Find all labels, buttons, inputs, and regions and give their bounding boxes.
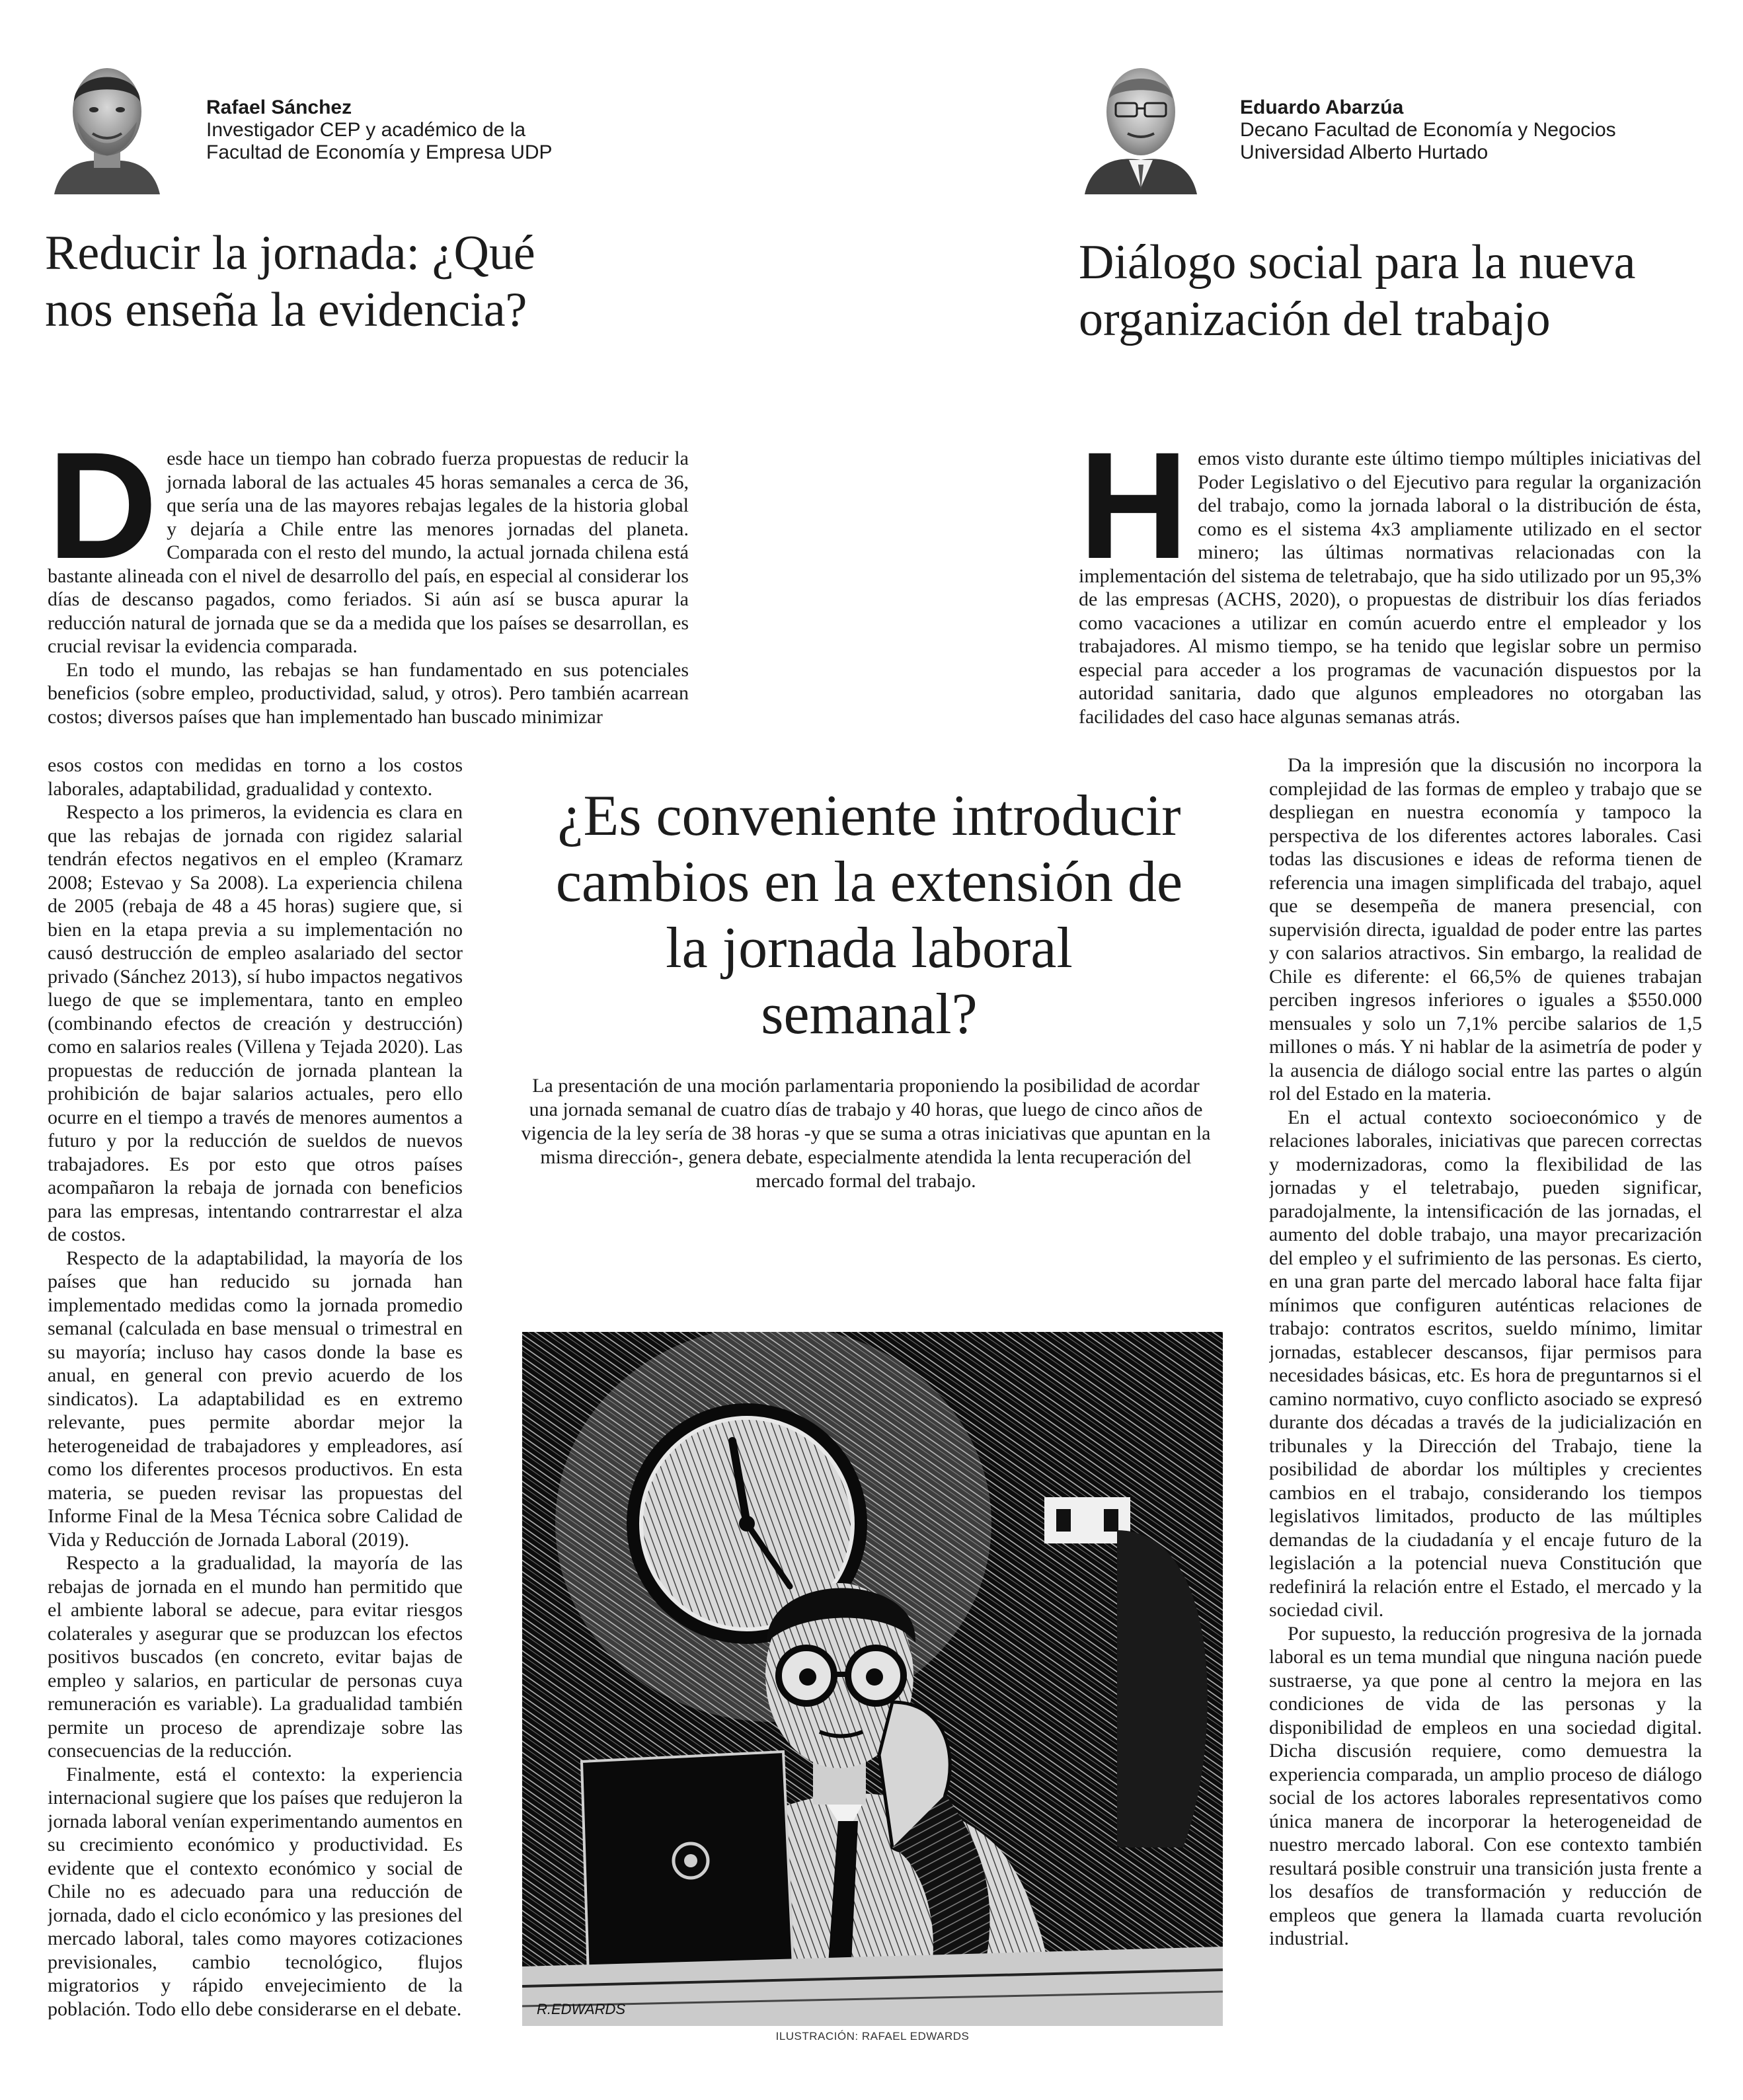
author-info <box>206 97 553 164</box>
drop-cap: D <box>48 447 158 590</box>
question-line: semanal? <box>761 982 978 1046</box>
author-portrait-rafael-sanchez <box>48 49 167 194</box>
drop-cap: H <box>1079 447 1189 590</box>
right-author-block <box>1081 49 1616 194</box>
paragraph: Da la impresión que la discusión no incorpora la complejidad de las formas de empleo y trabajo que se despliegan en nuestra economía y tampoco la perspectiva de los diferentes actores laborales. Casi todas las discusiones e ideas de reforma tienen de referencia una imagen simplificada del trabajo, aquel que se desempeña de manera presencial, con supervisión directa, igualdad de poder entre las partes y con salarios atractivos. Sin embargo, la realidad de Chile es diferente: el 66,5% de quienes trabajan perciben ingresos inferiores o iguales a $550.000 mensuales y solo un 7,1% percibe salarios de 1,5 millones o más. Y ni hablar de la asimetría de poder y la ausencia de diálogo social entre las partes o algún rol del Estado en la materia. <box>1269 754 1702 1105</box>
right-article-title <box>1079 234 1713 348</box>
title-line: organización del trabajo <box>1079 292 1551 346</box>
paragraph: Respecto a los primeros, la evidencia es clara en que las rebajas de jornada con rigidez salarial tendrán efectos negativos en el empleo (Kramarz 2008; Estevao y Sa 2008). La experiencia chilena de 2005 (rebaja de 48 a 45 horas) sugiere que, si bien en la etapa previa a su implementación no causó destrucción de empleo asalariado del sector privado (Sánchez 2013), sí hubo impactos negativos luego de que se implementara, tanto en empleo (combinando efectos de creación y destrucción) como en salarios reales (Villena y Tejada 2020). Las propuestas de reducción de jornada plantean la prohibición de bajar salarios actuales, pero ello ocurre en el tiempo a través de menores aumentos a futuro y por la reducción de sueldos de nuevos trabajadores. Es por esto que otros países acompañaron la rebaja de jornada con beneficios para las empresas, intentando contrarrestar el alza de costos. <box>48 801 463 1245</box>
question-line: la jornada laboral <box>666 916 1073 980</box>
left-article-body-top <box>48 447 689 751</box>
center-intro-text: La presentación de una moción parlamentaria proponiendo la posibilidad de acordar una jornada semanal de cuatro días de trabajo y 40 horas, que luego de cinco años de vigencia de la ley sería de 38 horas -y que se suma a otras iniciativas que apuntan en la misma dirección-, genera debate, especialmente atendida la lenta recuperación del mercado formal del trabajo. <box>521 1075 1211 1192</box>
title-line: Diálogo social para la nueva <box>1079 235 1636 290</box>
title-line: nos enseña la evidencia? <box>45 283 527 337</box>
author-role: Decano Facultad de Economía y Negocios <box>1240 119 1616 141</box>
illustration-credit: ILUSTRACIÓN: RAFAEL EDWARDS <box>775 2030 970 2042</box>
question-line: cambios en la extensión de <box>555 850 1183 914</box>
paragraph: Finalmente, está el contexto: la experiencia internacional sugiere que los países que redujeron la jornada laboral venían experimentando aumentos en su crecimiento económico y productividad. Es evidente que el contexto económico y social de Chile no es adecuado para una reducción de jornada, dado el ciclo económico y las presiones del mercado laboral, tales como mayores cotizaciones previsionales, cambio tecnológico, flujos migratorios y rápido envejecimiento de la población. Todo ello debe considerarse en el debate. <box>48 1763 463 2019</box>
left-article-title <box>45 225 706 338</box>
author-portrait-eduardo-abarzua <box>1081 49 1200 194</box>
author-affiliation: Universidad Alberto Hurtado <box>1240 141 1489 163</box>
paragraph: Respecto de la adaptabilidad, la mayoría de los países que han reducido su jornada han implementado medidas como la jornada promedio semanal (calculada en base mensual o trimestral en su mayoría; incluso hay casos donde la base es anual, en general con previo acuerdo de los sindicatos). La adaptabilidad es en extremo relevante, pues permite abordar mejor la heterogeneidad de trabajadores y empleadores, así como los diferentes procesos productivos. En esta materia, se pueden revisar las propuestas del Informe Final de la Mesa Técnica sobre Calidad de Vida y Reducción de Jornada Laboral (2019). <box>48 1247 463 1551</box>
author-name: Eduardo Abarzúa <box>1240 97 1404 118</box>
author-affiliation: Facultad de Economía y Empresa UDP <box>206 141 553 163</box>
author-role: Investigador CEP y académico de la <box>206 119 526 141</box>
paragraph: En todo el mundo, las rebajas se han fundamentado en sus potenciales beneficios (sobre empleo, productividad, salud, y otros). Pero también acarrean costos; diversos países que han implementado han buscado minimizar <box>48 658 689 728</box>
author-info <box>1240 97 1616 164</box>
left-article-body-column <box>48 754 463 2019</box>
right-article-body-top <box>1079 447 1701 752</box>
artist-signature: R.EDWARDS <box>537 2001 626 2017</box>
illustration-man-at-laptop <box>522 1332 1223 2026</box>
paragraph: emos visto durante este último tiempo múltiples iniciativas del Poder Legislativo o del Ejecutivo para regular la organización del trabajo, como la jornada laboral o la distribución de ésta, como es el sistema 4x3 ampliamente utilizado en el sector minero; las últimas normativas relacionadas con la implementación del sistema de teletrabajo, que ha sido utilizado por un 95,3% de las empresas (ACHS, 2020), o propuestas de distribuir los días feriados como vacaciones a utilizar en común acuerdo entre el empleador y los trabajadores. Al mismo tiempo, se ha tenido que legislar sobre un permiso especial para acceder a los programas de vacunación dispuestos por la autoridad sanitaria, dado que algunos empleadores no otorgaban las facilidades del caso hace algunas semanas atrás. <box>1079 447 1701 728</box>
paragraph: esde hace un tiempo han cobrado fuerza propuestas de reducir la jornada laboral de las actuales 45 horas semanales a cerca de 36, que sería una de las mayores rebajas legales de la historia global y dejaría a Chile entre las menores jornadas del planeta. Comparada con el resto del mundo, la actual jornada chilena está bastante alineada con el nivel de desarrollo del país, en especial al considerar los días de descanso pagados, como feriados. Si aún así se busca apurar la reducción natural de jornada que se da a medida que los países se desarrollan, es crucial revisar la evidencia comparada. <box>48 447 689 657</box>
paragraph: Respecto a la gradualidad, la mayoría de las rebajas de jornada en el mundo han permitido que el ambiente laboral se adecue, para evitar riesgos colaterales y asegurar que se produzcan los efectos positivos buscados (en concreto, evitar bajas de empleo y salarios, en particular de personas cuya remuneración es variable). La gradualidad también permite un proceso de aprendizaje sobre las consecuencias de la reducción. <box>48 1552 463 1762</box>
paragraph: En el actual contexto socioeconómico y de relaciones laborales, iniciativas que parecen correctas y modernizadoras, como la flexibilidad de las jornadas y el teletrabajo, pueden significar, paradojalmente, la intensificación de las jornadas, el aumento del doble trabajo, una mayor precarización del empleo y el sufrimiento de las personas. Es cierto, en una gran parte del mercado laboral hace falta fijar mínimos que configuren auténticas relaciones de trabajo: contratos escritos, sueldo mínimo, limitar jornadas, establecer descansos, fijar permisos para necesidades básicas, etc. Es hora de preguntarnos si el camino normativo, cuyo conflicto asociado se expresó durante dos décadas a través de la judicialización en tribunales y la Dirección del Trabajo, tiene la posibilidad de abordar los múltiples y crecientes cambios en el trabajo, considerando los tiempos legislativos limitados, producto de las múltiples demandas de la ciudadanía y el encaje futuro de la legislación a la potencial nueva Constitución que redefinirá la relación entre el Estado, el mercado y la sociedad civil. <box>1269 1106 1702 1621</box>
left-author-block <box>48 49 553 194</box>
paragraph: Por supuesto, la reducción progresiva de la jornada laboral es un tema mundial que ninguna nación puede sustraerse, ya que pone al centro la mejora en las condiciones de vida de las personas y la disponibilidad de empleos en una sociedad digital. Dicha discusión requiere, como demuestra la experiencia comparada, un amplio proceso de diálogo social de los actores laborales representativos como única manera de incorporar la heterogeneidad de nuestro mercado laboral. Con ese contexto también resultará posible construir una transición justa frente a los desafíos de transformación y reducción de empleos que genera la llamada cuarta revolución industrial. <box>1269 1622 1702 1949</box>
author-name: Rafael Sánchez <box>206 97 352 118</box>
question-line: ¿Es conveniente introducir <box>557 784 1181 848</box>
laptop-icon <box>582 1752 793 1976</box>
title-line: Reducir la jornada: ¿Qué <box>45 226 535 280</box>
center-question-headline <box>509 783 1229 1048</box>
right-article-body-column <box>1269 754 1702 2033</box>
paragraph: esos costos con medidas en torno a los costos laborales, adaptabilidad, gradualidad y contexto. <box>48 754 463 800</box>
